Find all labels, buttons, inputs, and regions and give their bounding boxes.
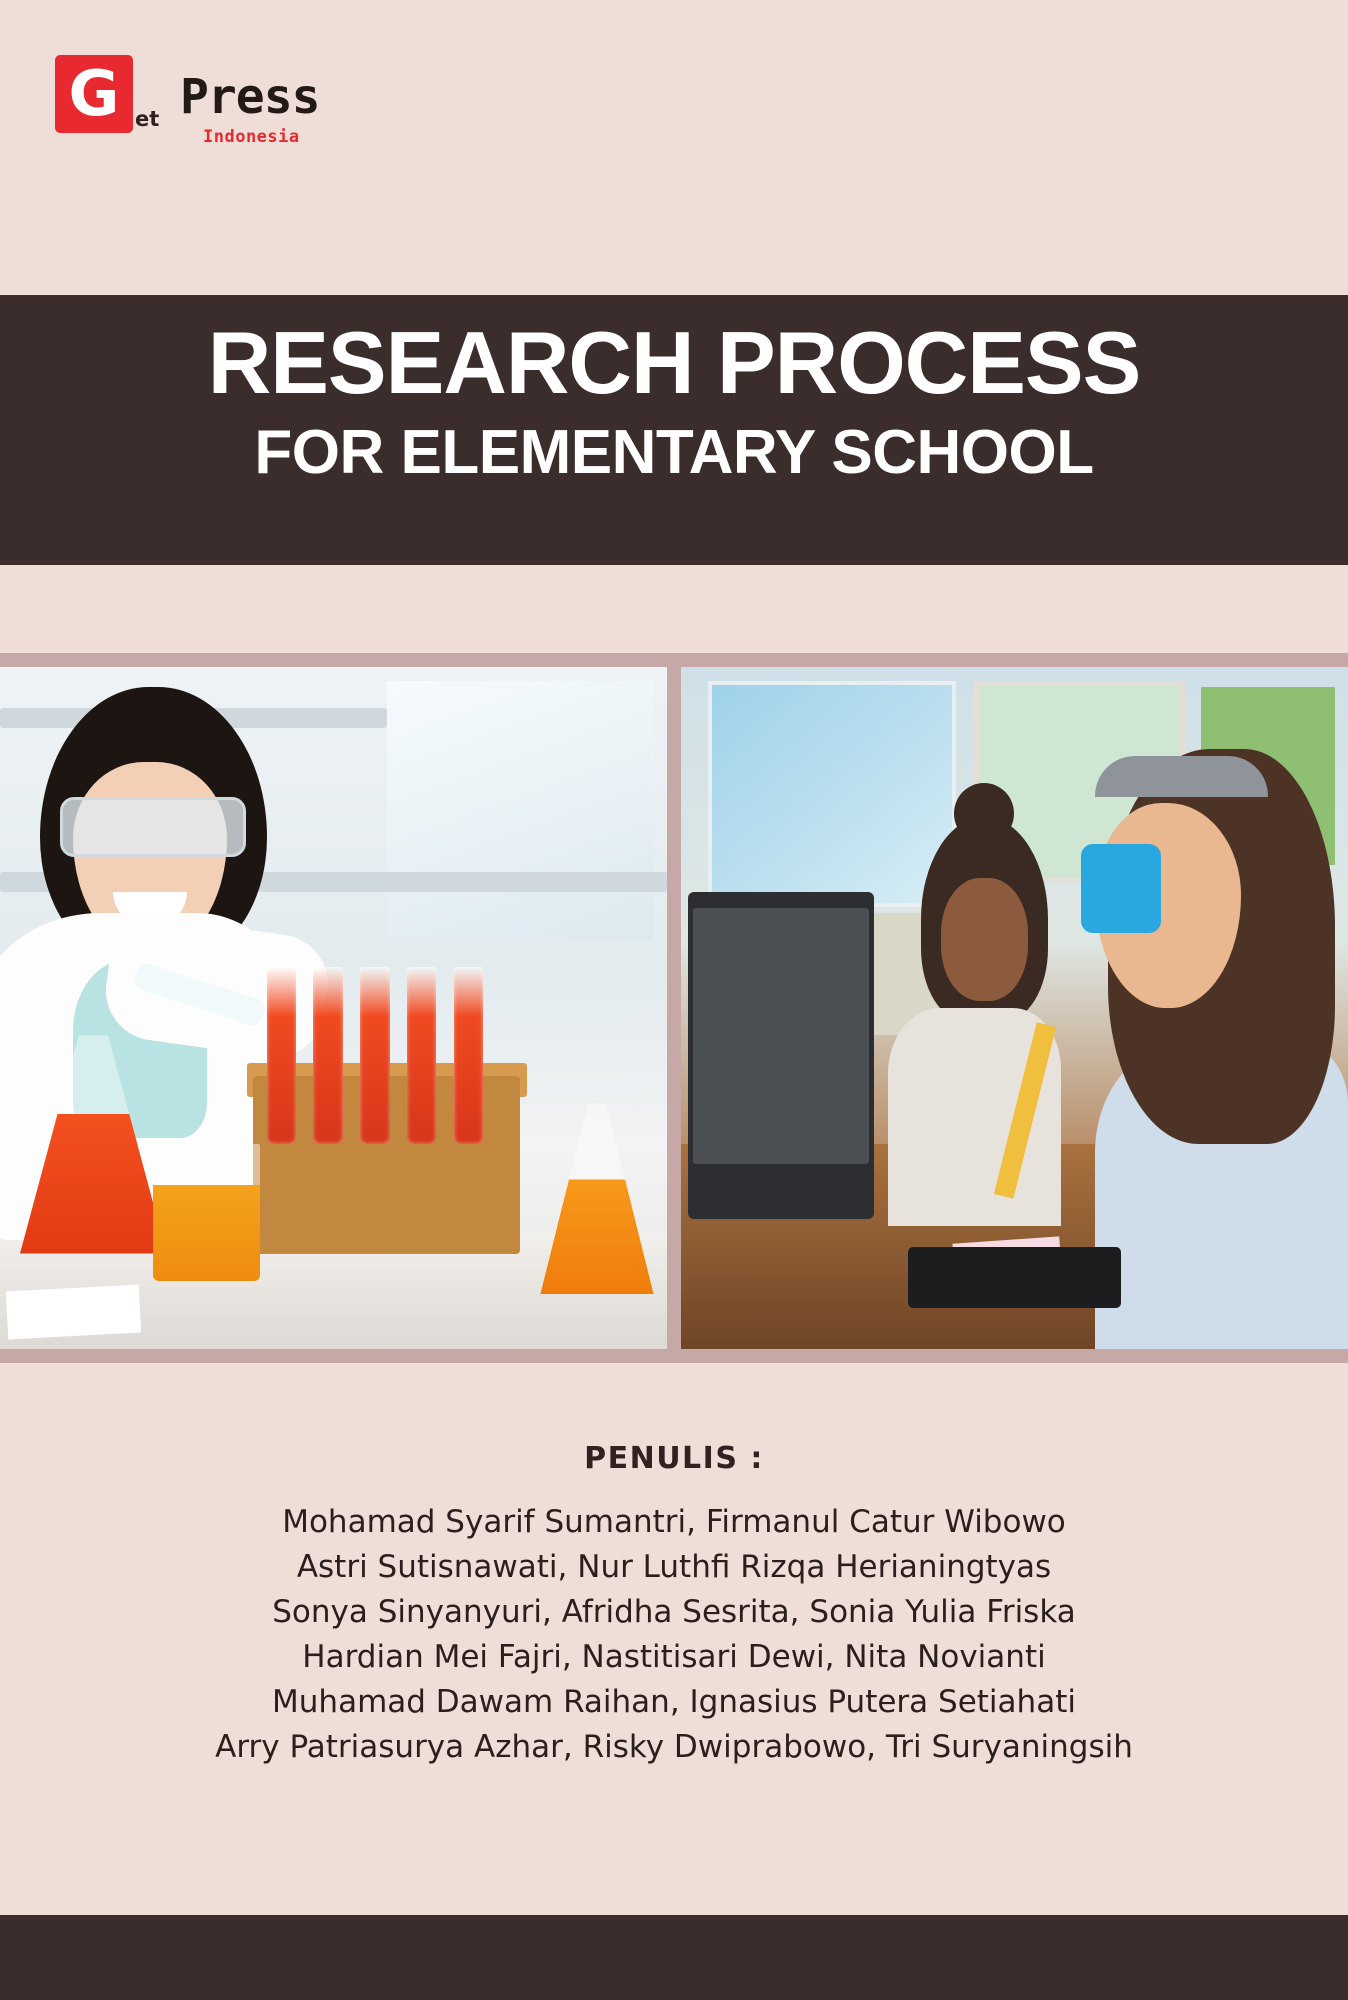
logo-text-indonesia: Indonesia [203,127,300,147]
author-line: Muhamad Dawam Raihan, Ignasius Putera Setiahati [272,1683,1076,1720]
author-line: Hardian Mei Fajri, Nastitisari Dewi, Nita Novianti [302,1638,1046,1675]
logo-letter-g: G [68,57,120,130]
lab-window [387,681,654,940]
bottom-band [0,1915,1348,2000]
headphones-band [1095,756,1268,797]
test-tube [313,967,342,1144]
publisher-logo-area [0,0,1348,295]
computer-monitor [688,892,875,1219]
cover-photo-strip [0,653,1348,1363]
getpress-logo [55,55,325,170]
author-line: Mohamad Syarif Sumantri, Firmanul Catur Wibowo [282,1504,1066,1540]
monitor-screen [693,908,869,1163]
safety-goggles-icon [60,797,246,858]
book-subtitle: FOR ELEMENTARY SCHOOL [254,418,1094,488]
lab-paper-sheet [5,1284,141,1339]
headphone-earcup-icon [1081,844,1161,933]
test-tube [454,967,483,1144]
authors-label: PENULIS : [584,1441,764,1476]
author-line: Astri Sutisnawati, Nur Luthfi Rizqa Herianingtyas [296,1548,1052,1585]
photo-classroom-computers [681,667,1348,1349]
wall-map [708,681,956,907]
test-tube [360,967,389,1144]
title-band [0,295,1348,565]
beaker [153,1144,260,1280]
photo-science-lab [0,667,667,1349]
author-line: Sonya Sinyanyuri, Afridha Sesrita, Sonia Yulia Friska [272,1593,1076,1630]
test-tube [407,967,436,1144]
author-line: Arry Patriasurya Azhar, Risky Dwiprabowo, Tri Suryaningsih [215,1728,1133,1765]
logo-text-press: Press [180,69,320,125]
book-title: RESEARCH PROCESS [207,313,1141,412]
logo-text-et: et [135,107,160,131]
test-tube [267,967,296,1144]
computer-keyboard [908,1247,1121,1308]
student-back-face [941,878,1028,1001]
authors-section [0,1363,1348,1915]
